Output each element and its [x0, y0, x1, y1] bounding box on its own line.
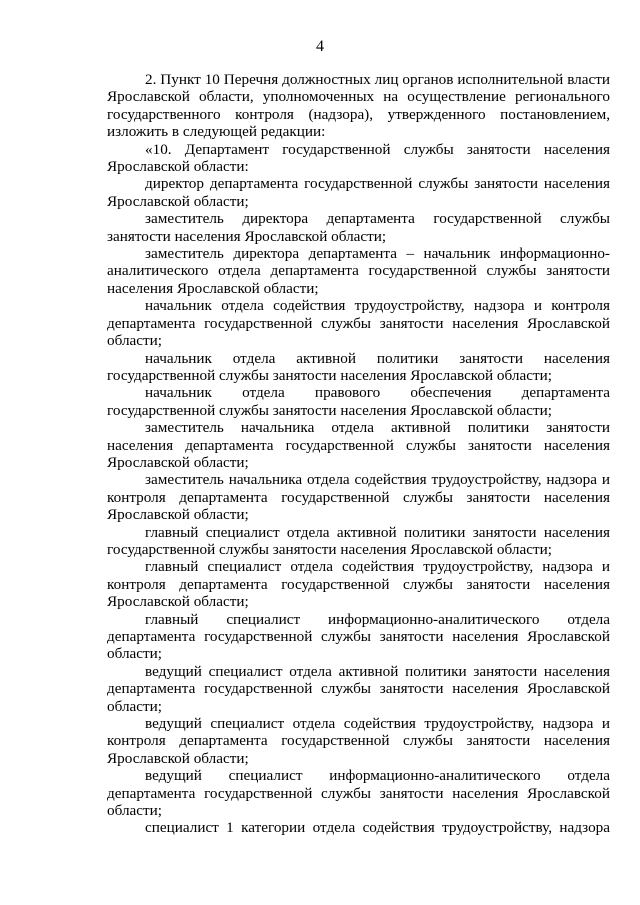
paragraph: начальник отдела активной политики занятости населения государственной службы занятости населения Ярославской области; — [107, 349, 610, 384]
paragraph: главный специалист информационно-аналитического отдела департамента государственной службы занятости населения Ярославской области; — [107, 610, 610, 663]
paragraph: главный специалист отдела содействия трудоустройству, надзора и контроля департамента государственной службы занятости населения Ярославской области; — [107, 558, 610, 611]
paragraph: заместитель директора департамента государственной службы занятости населения Ярославской области; — [107, 210, 610, 245]
paragraph: специалист 1 категории отдела содействия трудоустройству, надзора — [145, 819, 610, 837]
paragraph: начальник отдела правового обеспечения департамента государственной службы занятости населения Ярославской области; — [107, 384, 610, 419]
paragraph: «10. Департамент государственной службы занятости населения Ярославской области: — [107, 140, 610, 176]
paragraph: директор департамента государственной службы занятости населения Ярославской области; — [107, 175, 610, 210]
paragraph: заместитель начальника отдела содействия трудоустройству, надзора и контроля департамента государственной службы занятости населения Ярославской области; — [107, 471, 610, 524]
paragraph: ведущий специалист отдела активной политики занятости населения департамента государственной службы занятости населения Ярославской области; — [107, 662, 610, 715]
paragraph: главный специалист отдела активной политики занятости населения государственной службы занятости населения Ярославской области; — [107, 523, 610, 558]
paragraph: начальник отдела содействия трудоустройству, надзора и контроля департамента государственной службы занятости населения Ярославской области; — [107, 297, 610, 350]
document-body — [107, 71, 610, 837]
page-number: 4 — [316, 38, 324, 55]
paragraph: заместитель начальника отдела активной политики занятости населения департамента государственной службы занятости населения Ярославской области; — [107, 419, 610, 471]
paragraph: заместитель директора департамента – начальник информационно-аналитического отдела департамента государственной службы занятости населения Ярославской области; — [107, 245, 610, 297]
paragraph: ведущий специалист отдела содействия трудоустройству, надзора и контроля департамента государственной службы занятости населения Ярославской области; — [107, 715, 610, 767]
paragraph: 2. Пункт 10 Перечня должностных лиц органов исполнительной власти Ярославской области, уполномоченных на осуществление регионального государственного контроля (надзора), утвержденного постановлением, изложить в следующей редакции: — [107, 71, 610, 141]
paragraph: ведущий специалист информационно-аналитического отдела департамента государственной службы занятости населения Ярославской области; — [107, 767, 610, 820]
